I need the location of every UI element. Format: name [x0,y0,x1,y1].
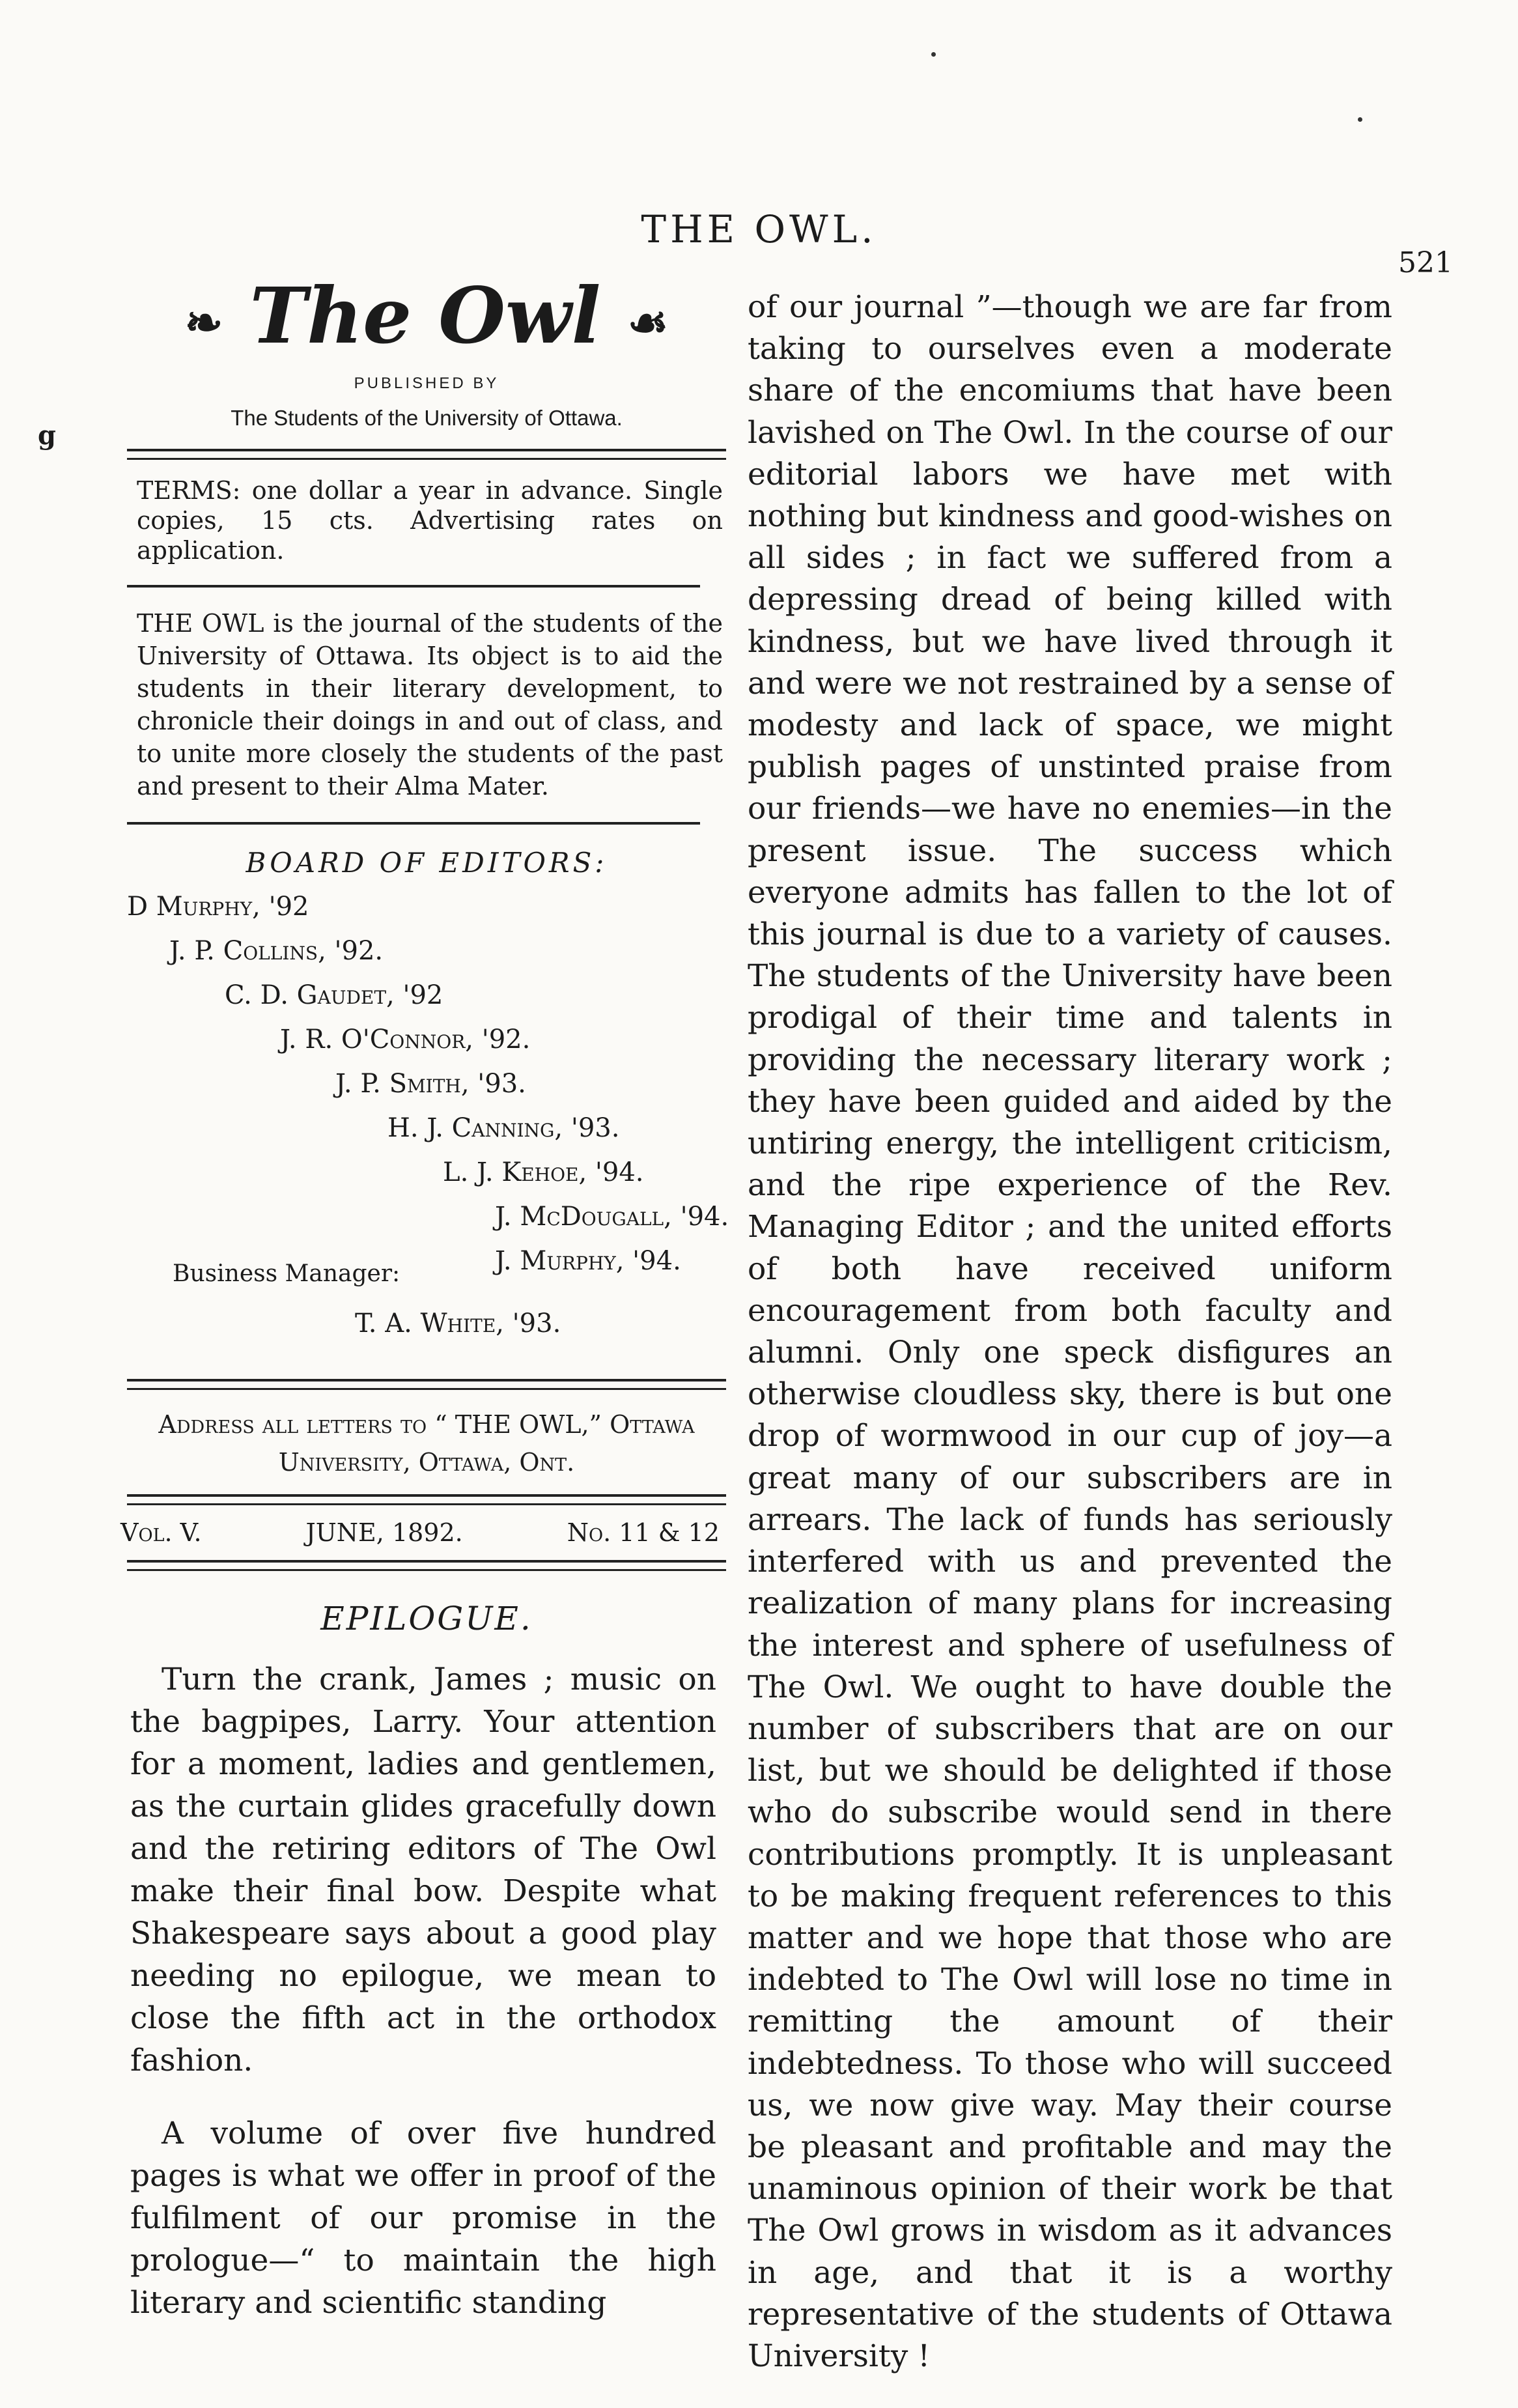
terms: TERMS: one dollar a year in advance. Single copies, 15 cts. Advertising rates on application. [137,475,723,565]
masthead-logo: ❧ The Owl ☙ [184,270,669,361]
left-ornament-icon: ❧ [184,295,223,350]
margin-mark: g [38,420,56,451]
editor: J. R. O'Connor, '92. [280,1024,531,1055]
about-paragraph: THE OWL is the journal of the students of the University of Ottawa. Its object is to aid the students in their literary development, to chronicle their doings in and out of class, and to unite more closely the students of the past and present to their Alma Mater. [137,608,723,800]
board-heading: BOARD OF EDITORS: [246,846,608,879]
paragraph: of our journal ”—though we are far from taking to ourselves even a moderate share of the encomiums that have been lavished on The Owl. In the course of our editorial labors we have met with nothing but kindness and good-wishes on all sides ; in fact we suffered from a depressing dread of being killed with kindness, but we have lived through it and were we not restrained by a sense of modesty and lack of space, we might publish pages of unstinted praise from our friends—we have no enemies—in the present issue. The success which everyone admits has fallen to the lot of this journal is due to a variety of causes. The students of the University have been prodigal of their time and talents in providing the necessary literary work ; they have been guided and aided by the untiring energy, the intelligent criticism, and the ripe experience of the Rev. Managing Editor ; and the united efforts of both have received uniform encouragement from both faculty and alumni. Only one speck disfigures an otherwise cloudless sky, there is but one drop of wormwood in our cup of joy—a great many of our subscribers are in arrears. The lack of funds has seriously interfered with us and prevented the realization of many plans for increasing the interest and sphere of usefulness of The Owl. We ought to have double the number of subscribers that are on our list, but we should be delighted if those who do subscribe would send in there contributions promptly. It is unpleasant to be making frequent references to this matter and we hope that those who are indebted to The Owl will lose no time in remitting the amount of their indebtedness. To those who will succeed us, we now give way. May their course be pleasant and profitable and may the unaminous opinion of their work be that The Owl grows in wisdom as it advances in age, and that it is a worthy representative of the students of Ottawa University ! [748,289,1392,2374]
editor: C. D. Gaudet, '92 [225,980,443,1010]
ink-speck [1358,117,1362,122]
editor: D Murphy, '92 [127,891,309,922]
published-by: PUBLISHED BY [354,374,499,392]
editor-list [114,892,739,1361]
double-rule [127,1494,726,1505]
address [114,1406,739,1481]
editor: H. J. Canning, '93. [387,1112,620,1143]
ink-speck [931,52,936,57]
paragraph: A volume of over five hundred pages is what we offer in proof of the fulfilment of our promise in the prologue—“ to maintain the high literary and scientific standing [130,2115,716,2321]
issue-info [114,1518,746,1547]
right-column [748,287,1392,2408]
rule [127,822,700,825]
article-title: EPILOGUE. [320,1599,533,1637]
right-ornament-icon: ☙ [627,295,669,350]
editor: J. P. Smith, '93. [335,1068,526,1099]
business-manager-label: Business Manager: [173,1260,401,1287]
address-line: Address all letters to “ THE OWL,” Ottawa [158,1409,695,1439]
editor: J. McDougall, '94. [495,1201,729,1232]
page-number: 521 [1398,246,1453,279]
double-rule [127,1379,726,1390]
editor: J. Murphy, '94. [495,1245,681,1276]
volume: Vol. V. [120,1518,202,1547]
editor: J. P. Collins, '92. [169,935,384,966]
issue-date: JUNE, 1892. [305,1518,463,1547]
address-line: University, Ottawa, Ont. [278,1447,575,1477]
double-rule [127,449,726,460]
business-manager: T. A. White, '93. [355,1308,561,1339]
left-column [114,267,739,2355]
running-head: THE OWL. [641,207,877,251]
editor: L. J. Kehoe, '94. [443,1157,644,1187]
publisher: The Students of the University of Ottawa. [231,405,623,430]
double-rule [127,1560,726,1571]
issue-number: No. 11 & 12 [567,1518,720,1547]
paragraph: Turn the crank, James ; music on the bagpipes, Larry. Your attention for a moment, ladies and gentlemen, as the curtain glides gracefully down and the retiring editors of The Owl make their final bow. Despite what Shakespeare says about a good play needing no epilogue, we mean to close the fifth act in the orthodox fashion. [130,1661,716,2078]
rule [127,585,700,588]
